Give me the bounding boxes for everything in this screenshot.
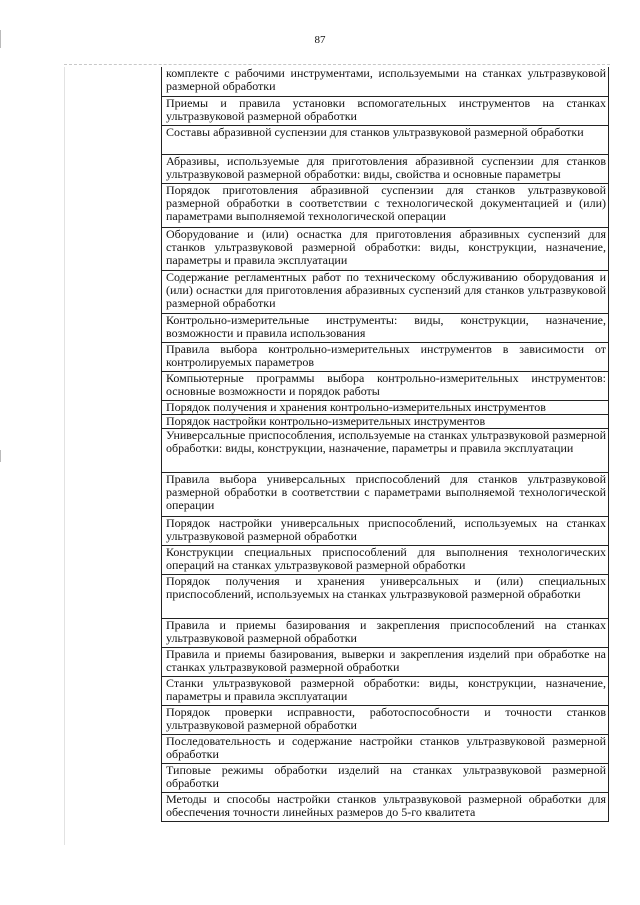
row-text: Абразивы, используемые для приготовления абразивной суспензии для станков ультразвуковой размерной обработки: виды, свойства и основные параметры xyxy=(166,154,606,181)
table-row xyxy=(161,677,609,706)
row-text: Компьютерные программы выбора контрольно-измерительных инструментов: основные возможности и порядок работы xyxy=(166,371,606,398)
row-text: Правила и приемы базирования, выверки и закрепления изделий при обработке на станках ультразвуковой размерной обработки xyxy=(166,647,606,674)
row-text: Методы и способы настройки станков ультразвуковой размерной обработки для обеспечения точности линейных размеров до 5-го квалитета xyxy=(166,792,606,819)
table-row xyxy=(161,415,609,429)
row-text: Порядок проверки исправности, работоспособности и точности станков ультразвуковой размерной обработки xyxy=(166,705,606,732)
row-text: Оборудование и (или) оснастка для приготовления абразивных суспензий для станков ультразвуковой размерной обработки: виды, конструкции, назначение, параметры и правила эксплуатации xyxy=(166,227,606,267)
table-row xyxy=(161,184,609,228)
table-row xyxy=(161,575,609,619)
row-text: Правила выбора универсальных приспособлений для станков ультразвуковой размерной обработки в соответствии с параметрами выполняемой технологической операции xyxy=(166,472,606,512)
table-row xyxy=(161,648,609,677)
table-row xyxy=(161,764,609,793)
row-text: Типовые режимы обработки изделий на станках ультразвуковой размерной обработки xyxy=(166,763,606,790)
row-text: Конструкции специальных приспособлений для выполнения технологических операций на станках ультразвуковой размерной обработки xyxy=(166,545,606,572)
row-text: Порядок приготовления абразивной суспензии для станков ультразвуковой размерной обработки в соответствии с технологической документацией и (или) параметрами выполняемой технологической операции xyxy=(166,183,606,223)
row-text: Последовательность и содержание настройки станков ультразвуковой размерной обработки xyxy=(166,734,606,761)
table-row xyxy=(161,67,609,97)
row-text: Порядок получения и хранения универсальных и (или) специальных приспособлений, используемых на станках ультразвуковой размерной обработки xyxy=(166,574,606,601)
table-row xyxy=(161,735,609,764)
table-row xyxy=(161,271,609,314)
knowledge-list xyxy=(161,67,609,822)
table-row xyxy=(161,126,609,155)
table-row xyxy=(161,314,609,343)
table-row xyxy=(161,619,609,648)
table-row xyxy=(161,546,609,575)
table-row xyxy=(161,793,609,822)
table-row xyxy=(161,517,609,546)
table-row xyxy=(161,343,609,372)
scan-mark xyxy=(0,450,1,462)
table-row xyxy=(161,372,609,401)
row-text: Универсальные приспособления, используемые на станках ультразвуковой размерной обработки: виды, конструкции, назначение, параметры и правила эксплуатации xyxy=(166,428,606,455)
scan-mark xyxy=(0,30,1,48)
table-row xyxy=(161,155,609,184)
table-row xyxy=(161,706,609,735)
table-row xyxy=(161,97,609,126)
row-text: комплекте с рабочими инструментами, используемыми на станках ультразвуковой размерной обработки xyxy=(166,66,606,93)
page-number: 87 xyxy=(314,34,326,46)
row-text: Порядок настройки контрольно-измерительных инструментов xyxy=(166,414,486,428)
row-text: Содержание регламентных работ по техническому обслуживанию оборудования и (или) оснастки для приготовления абразивных суспензий для станков ультразвуковой размерной обработки xyxy=(166,270,606,310)
row-text: Станки ультразвуковой размерной обработки: виды, конструкции, назначение, параметры и правила эксплуатации xyxy=(166,676,606,703)
row-text: Порядок настройки универсальных приспособлений, используемых на станках ультразвуковой размерной обработки xyxy=(166,516,606,543)
row-text: Контрольно-измерительные инструменты: виды, конструкции, назначение, возможности и правила использования xyxy=(166,313,606,340)
table-row xyxy=(161,429,609,473)
table-left-column xyxy=(64,67,162,845)
table-row xyxy=(161,228,609,271)
table-row xyxy=(161,401,609,415)
table-top-edge xyxy=(64,64,610,65)
row-text: Составы абразивной суспензии для станков ультразвуковой размерной обработки xyxy=(166,125,584,139)
table-row xyxy=(161,473,609,517)
row-text: Приемы и правила установки вспомогательных инструментов на станках ультразвуковой размерной обработки xyxy=(166,96,606,123)
row-text: Правила и приемы базирования и закрепления приспособлений на станках ультразвуковой размерной обработки xyxy=(166,618,606,645)
row-text: Порядок получения и хранения контрольно-измерительных инструментов xyxy=(166,400,546,414)
row-text: Правила выбора контрольно-измерительных инструментов в зависимости от контролируемых параметров xyxy=(166,342,606,369)
